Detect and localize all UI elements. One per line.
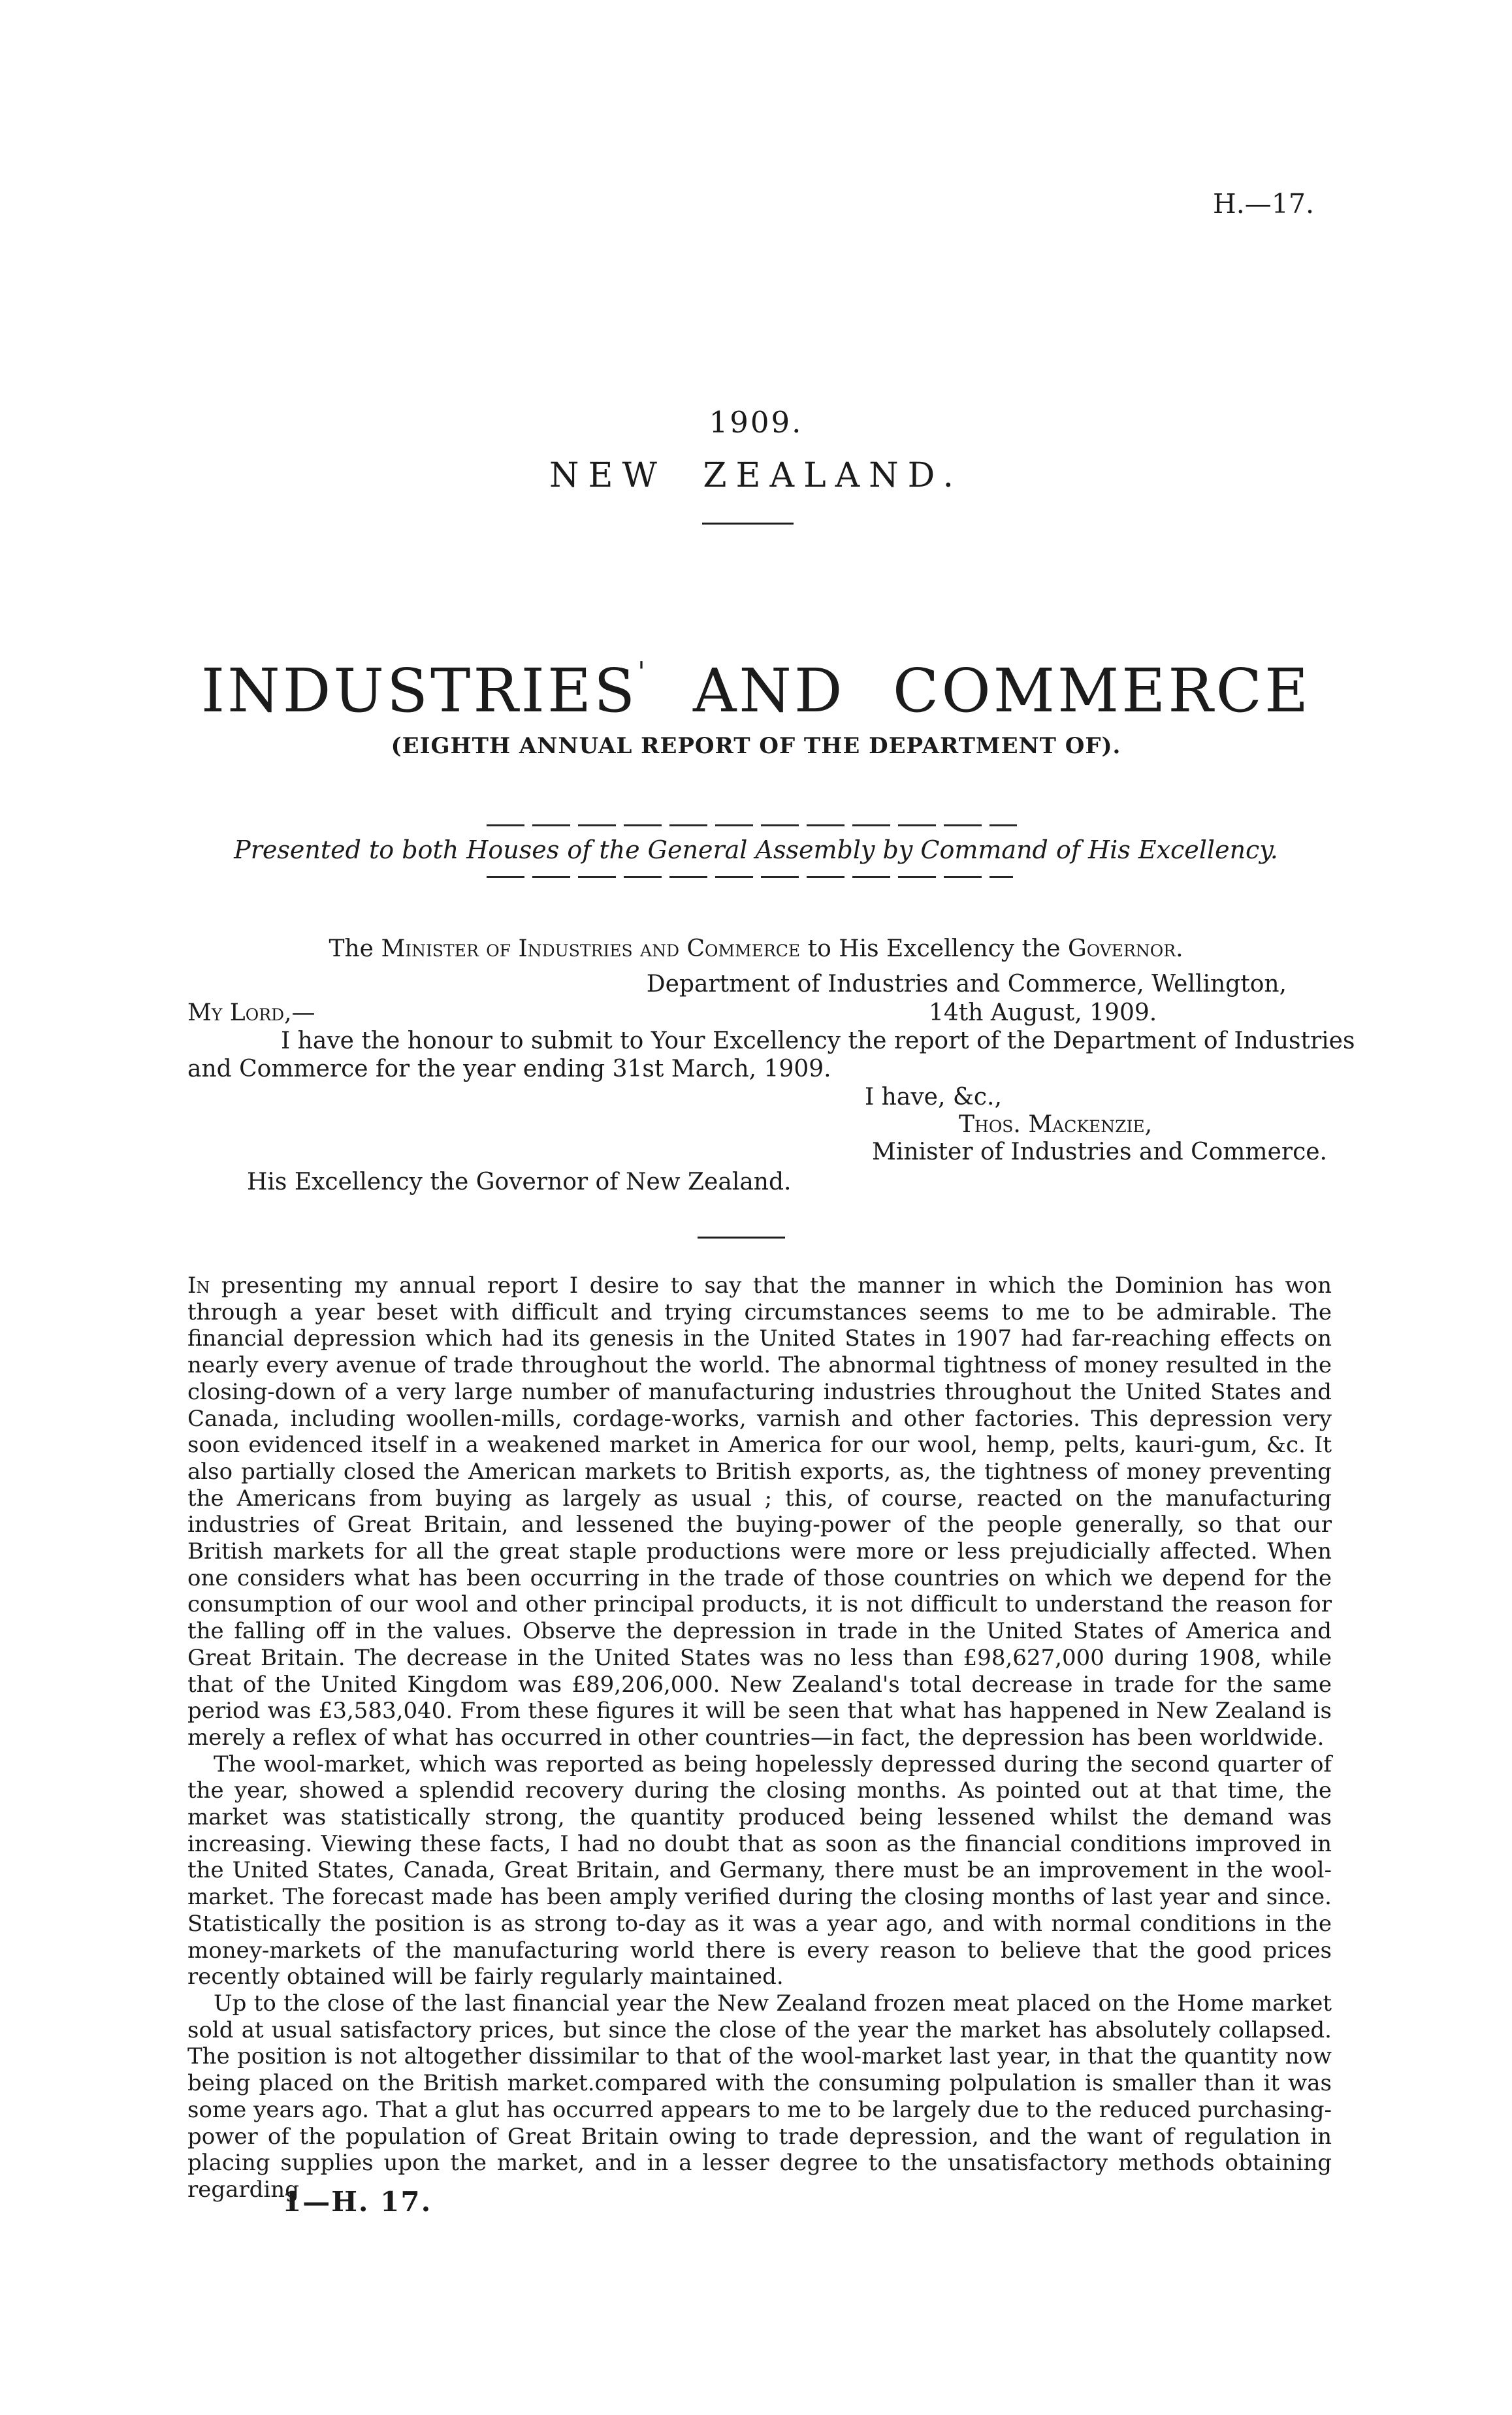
report-main-title	[0, 656, 1512, 726]
report-title-left: INDUSTRIES	[201, 656, 638, 726]
page-footer-reference: 1—H. 17.	[282, 2186, 432, 2218]
dashed-rule-bottom	[487, 876, 1013, 878]
letter-salutation-line	[0, 935, 1512, 962]
divider-rule-under-country	[702, 523, 794, 525]
salutation-segment: to His Excellency the	[800, 935, 1068, 962]
report-body-text	[187, 1272, 1332, 2203]
letter-signature-title: Minister of Industries and Commerce.	[872, 1139, 1327, 1165]
salutation-segment: Governor.	[1067, 935, 1183, 962]
document-reference-number: H.—17.	[1213, 188, 1314, 219]
report-title-right: AND COMMERCE	[692, 656, 1311, 726]
paragraph-lead-small-caps: In	[187, 1272, 210, 1299]
salutation-segment: Minister of Industries and Commerce	[381, 935, 801, 962]
dashed-rule-top	[487, 824, 1017, 826]
letter-date: 14th August, 1909.	[929, 999, 1157, 1026]
report-paragraph: Up to the close of the last financial year the New Zealand frozen meat placed on the Home market sold at usual satisfactory prices, but since the close of the year the market has absolutely collapsed. The position is not altogether dissimilar to that of the wool-market last year, in that the quantity now being placed on the British market.compared with the consuming polpulation is smaller than it was some years ago. That a glut has occurred appears to me to be largely due to the reduced purchasing-power of the population of Great Britain owing to trade depression, and the want of regulation in placing supplies upon the market, and in a lesser degree to the unsatisfactory methods obtaining regarding	[187, 1990, 1332, 2203]
letter-my-lord: My Lord,—	[187, 999, 315, 1026]
country-heading: NEW ZEALAND.	[549, 456, 963, 495]
divider-rule-before-report	[698, 1237, 785, 1239]
letter-department-address: Department of Industries and Commerce, Wellington,	[646, 971, 1287, 997]
letter-valediction: I have, &c.,	[865, 1084, 1002, 1110]
letter-body-line-2: and Commerce for the year ending 31st March, 1909.	[187, 1056, 831, 1082]
letter-signature-name: Thos. Mackenzie,	[959, 1111, 1153, 1138]
report-subtitle: (EIGHTH ANNUAL REPORT OF THE DEPARTMENT OF).	[391, 733, 1121, 759]
presented-by-command-line: Presented to both Houses of the General Assembly by Command of His Excellency.	[234, 835, 1278, 864]
report-paragraph: The wool-market, which was reported as being hopelessly depressed during the second quarter of the year, showed a splendid recovery during the closing months. As pointed out at that time, the market was statistically strong, the quantity produced being lessened whilst the demand was increasing. Viewing these facts, I had no doubt that as soon as the financial conditions improved in the United States, Canada, Great Britain, and Germany, there must be an improvement in the wool-market. The forecast made has been amply verified during the closing months of last year and since. Statistically the position is as strong to-day as it was a year ago, and with normal conditions in the money-markets of the manufacturing world there is every reason to believe that the good prices recently obtained will be fairly regularly maintained.	[187, 1751, 1332, 1990]
report-paragraph: In presenting my annual report I desire to say that the manner in which the Dominion has won through a year beset with difficult and trying circumstances seems to me to be admirable. The financial depression which had its genesis in the United States in 1907 had far-reaching effects on nearly every avenue of trade throughout the world. The abnormal tightness of money resulted in the closing-down of a very large number of manufacturing industries throughout the United States and Canada, including woollen-mills, cordage-works, varnish and other factories. This depression very soon evidenced itself in a weakened market in America for our wool, hemp, pelts, kauri-gum, &c. It also partially closed the American markets to British exports, as, the tightness of money preventing the Americans from buying as largely as usual ; this, of course, reacted on the manufacturing industries of Great Britain, and lessened the buying-power of the people generally, so that our British markets for all the great staple productions were more or less prejudicially affected. When one considers what has been occurring in the trade of those countries on which we depend for the consumption of our wool and other principal products, it is not difficult to understand the reason for the falling off in the values. Observe the depression in trade in the United States of America and Great Britain. The decrease in the United States was no less than £98,627,000 during 1908, while that of the United Kingdom was £89,206,000. New Zealand's total decrease in trade for the same period was £3,583,040. From these figures it will be seen that what has happened in New Zealand is merely a reflex of what has occurred in other countries—in fact, the depression has been worldwide.	[187, 1272, 1332, 1751]
letter-addressee: His Excellency the Governor of New Zealand.	[247, 1169, 792, 1195]
report-year-heading: 1909.	[709, 405, 803, 440]
title-stray-apostrophe-mark: '	[637, 656, 645, 688]
salutation-segment: The	[329, 935, 381, 962]
letter-body-line-1: I have the honour to submit to Your Excellency the report of the Department of Industries	[281, 1028, 1355, 1054]
